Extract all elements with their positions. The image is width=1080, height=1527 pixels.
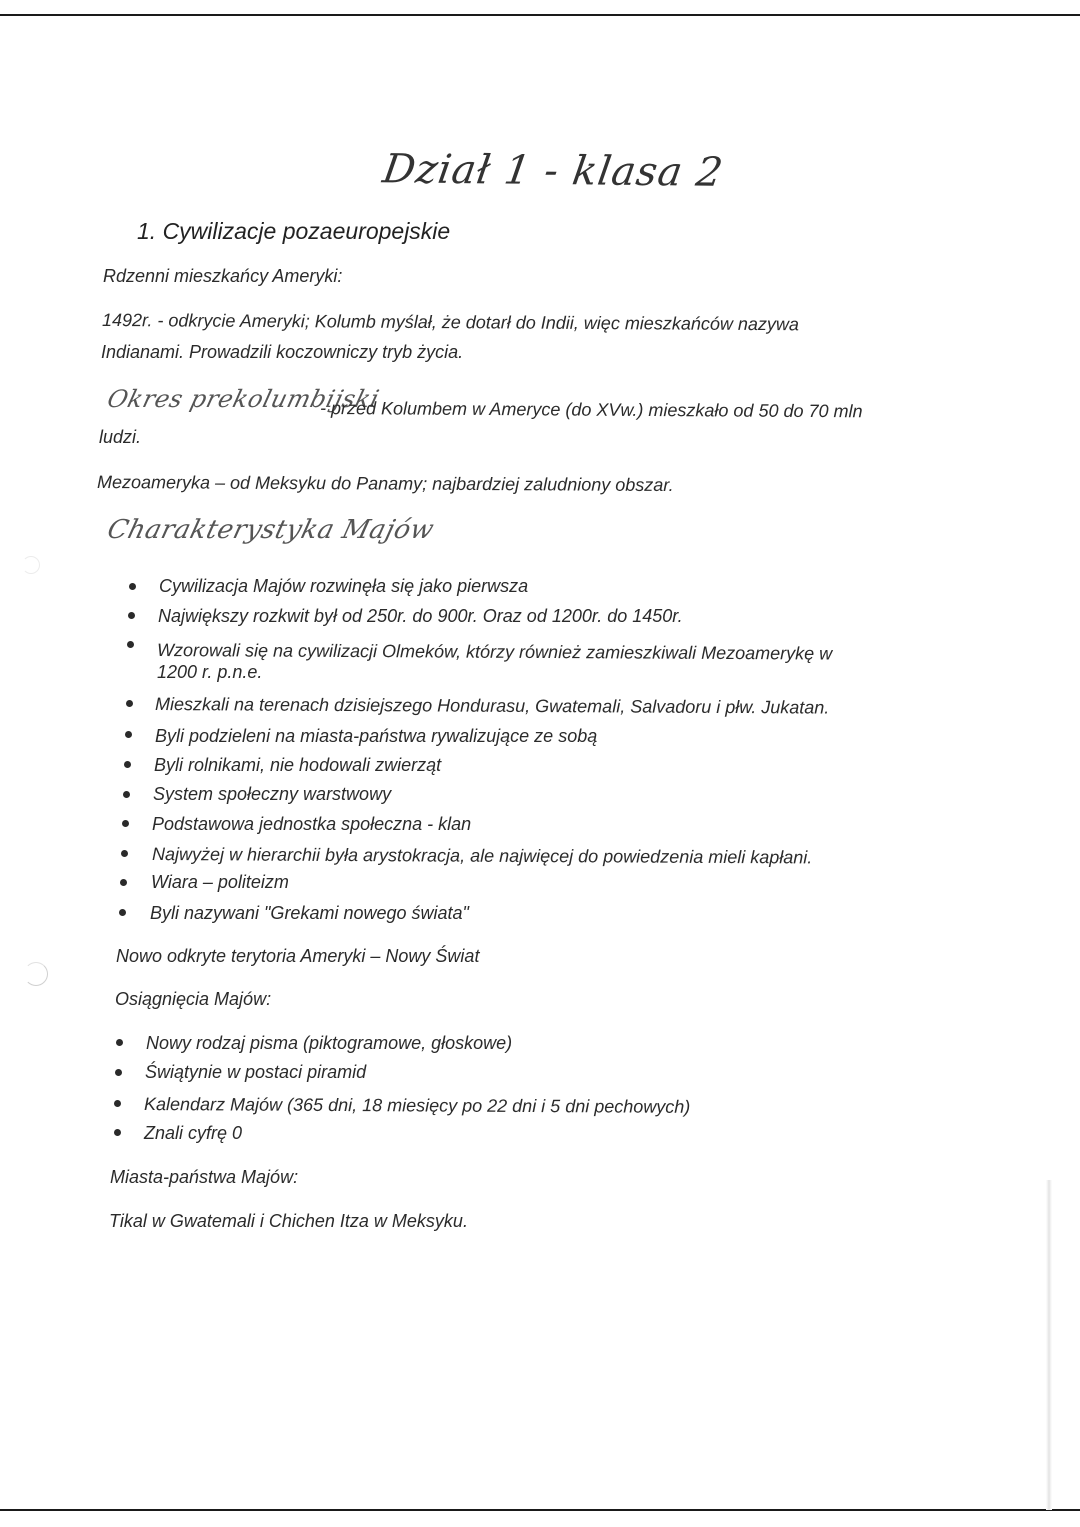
paragraph-line: 1492r. - odkrycie Ameryki; Kolumb myślał, że dotarł do Indii, więc mieszkańców nazywa	[101, 310, 799, 335]
list-item: Byli rolnikami, nie hodowali zwierząt	[154, 755, 442, 775]
punch-hole-mark	[22, 556, 40, 574]
list-item: Byli podzieleni na miasta-państwa rywalizujące ze sobą	[155, 726, 598, 746]
page-title: Dział 1 - klasa 2	[379, 146, 727, 196]
paragraph-line: Nowo odkryte terytoria Ameryki – Nowy Świat	[116, 946, 480, 966]
bullet-dot	[127, 641, 134, 648]
list-item: Byli nazywani "Grekami nowego świata"	[150, 903, 469, 923]
bullet-dot	[128, 612, 135, 619]
bullet-dot	[114, 1129, 121, 1136]
paragraph-line: Indianami. Prowadzili koczowniczy tryb życia.	[101, 342, 464, 362]
section-heading: 1. Cywilizacje pozaeuropejskie	[137, 218, 451, 244]
script-heading-charakterystyka: Charakterystyka Majów	[104, 515, 438, 545]
subheading: Rdzenni mieszkańcy Ameryki:	[103, 266, 343, 286]
bullet-dot	[124, 761, 131, 768]
list-item: Największy rozkwit był od 250r. do 900r. Oraz od 1200r. do 1450r.	[158, 606, 683, 626]
bullet-dot	[119, 909, 126, 916]
bullet-dot	[122, 820, 129, 827]
bullet-dot	[116, 1039, 123, 1046]
bullet-dot	[129, 583, 136, 590]
list-item: Podstawowa jednostka społeczna - klan	[152, 814, 472, 834]
paragraph-line: ludzi.	[99, 427, 142, 447]
list-item: Świątynie w postaci piramid	[145, 1062, 367, 1082]
list-item: Kalendarz Majów (365 dni, 18 miesięcy po 22 dni i 5 dni pechowych)	[143, 1094, 691, 1117]
subheading: Miasta-państwa Majów:	[110, 1167, 299, 1187]
paragraph-line: - przed Kolumbem w Ameryce (do XVw.) mieszkało od 50 do 70 mln	[319, 398, 863, 422]
paragraph-line: Mezoameryka – od Meksyku do Panamy; najbardziej zaludniony obszar.	[96, 472, 674, 496]
bottom-border-line	[0, 1509, 1080, 1511]
bullet-dot	[120, 879, 127, 886]
script-term-okres: Okres prekolumbijski	[104, 385, 383, 413]
bullet-dot	[115, 1069, 122, 1076]
list-item: Najwyżej w hierarchii była arystokracja, ale najwięcej do powiedzenia mieli kapłani.	[151, 844, 813, 868]
bullet-dot	[123, 791, 130, 798]
list-item: Mieszkali na terenach dzisiejszego Hondurasu, Gwatemali, Salvadoru i płw. Jukatan.	[154, 694, 830, 718]
top-border-line	[0, 14, 1080, 16]
bullet-dot	[121, 850, 128, 857]
paragraph-line: Tikal w Gwatemali i Chichen Itza w Meksyku.	[109, 1211, 468, 1231]
list-item: Znali cyfrę 0	[144, 1123, 243, 1143]
list-item: Cywilizacja Majów rozwinęła się jako pierwsza	[159, 576, 529, 596]
bullet-dot	[114, 1100, 121, 1107]
list-item: Nowy rodzaj pisma (piktogramowe, głoskowe)	[146, 1033, 513, 1053]
list-item: System społeczny warstwowy	[153, 784, 392, 804]
list-item: Wzorowali się na cywilizacji Olmeków, którzy również zamieszkiwali Mezoamerykę w	[156, 640, 833, 664]
list-item: Wiara – politeizm	[151, 872, 289, 892]
list-item-continuation: 1200 r. p.n.e.	[157, 662, 263, 682]
bullet-dot	[126, 700, 133, 707]
subheading: Osiągnięcia Majów:	[115, 989, 272, 1009]
punch-hole-mark	[24, 962, 48, 986]
scan-shadow	[1046, 1180, 1052, 1510]
bullet-dot	[125, 731, 132, 738]
